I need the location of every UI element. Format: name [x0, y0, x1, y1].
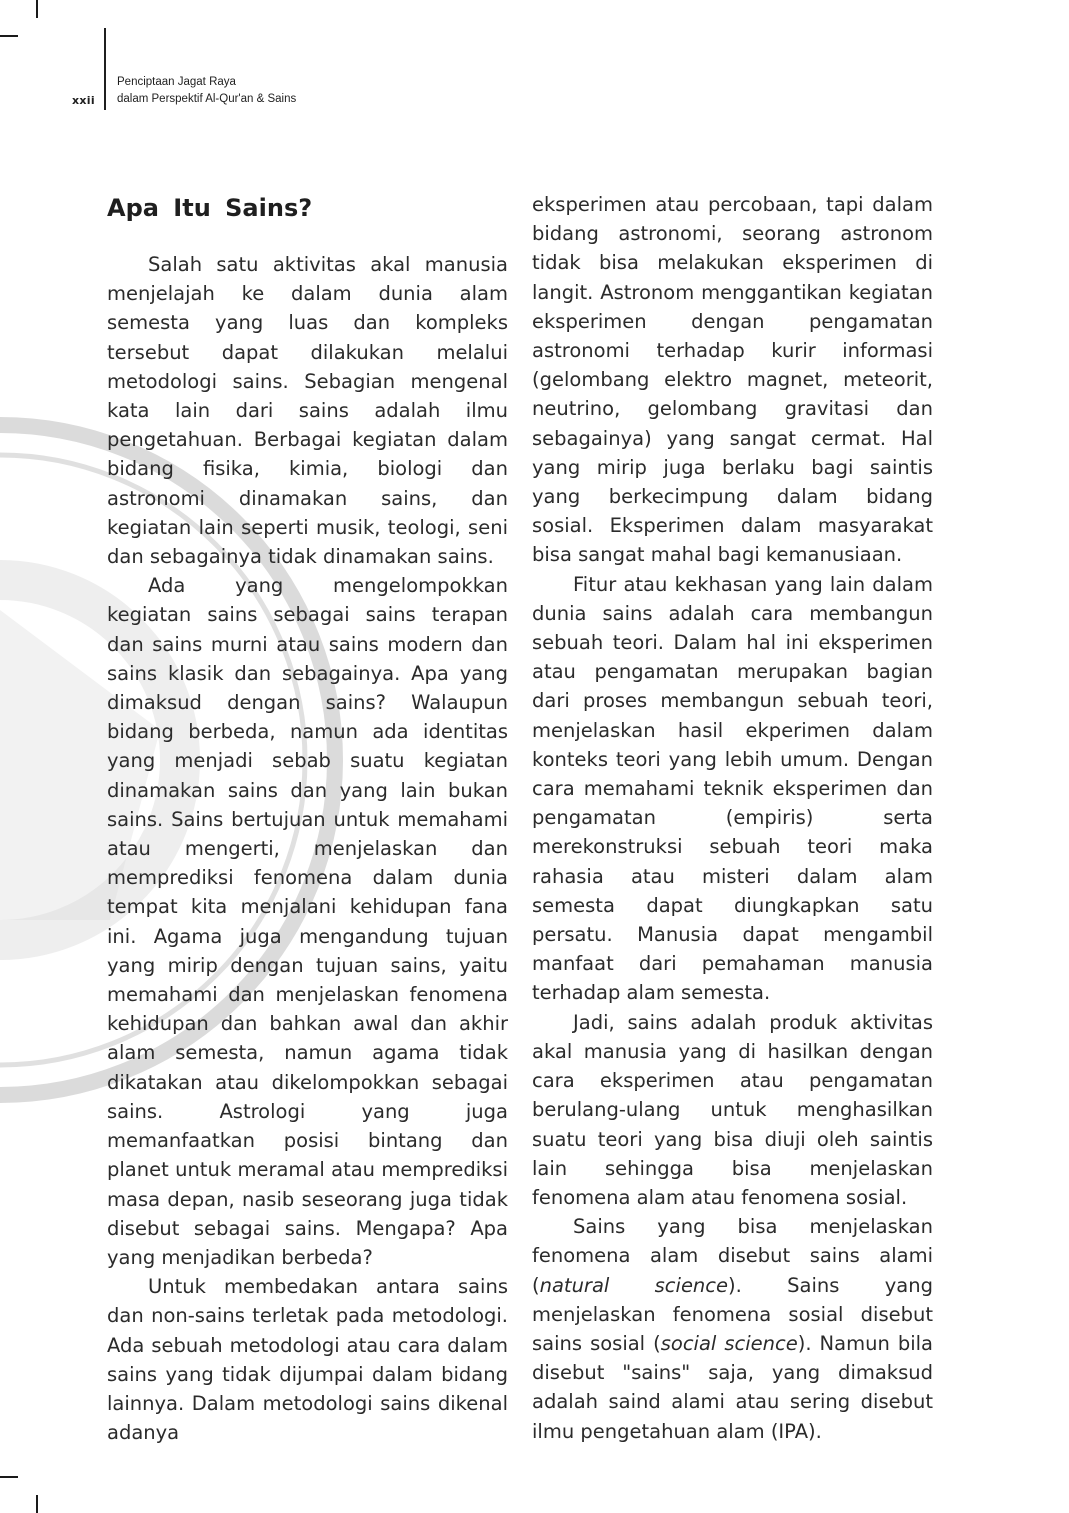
left-column [107, 250, 508, 1447]
page-number: xxii [72, 94, 95, 107]
term-natural-science: natural science [539, 1273, 729, 1297]
running-head [117, 74, 296, 108]
book-title-line-2: dalam Perspektif Al-Qur'an & Sains [117, 93, 297, 105]
paragraph: Salah satu aktivitas akal manusia menjelajah ke dalam dunia alam semesta yang luas dan kompleks tersebut dapat dilakukan melalui metodologi sains. Sebagian mengenal kata lain dari sains adalah ilmu pengetahuan. Berbagai kegiatan dalam bidang fisika, kimia, biologi dan astronomi dinamakan sains, dan kegiatan lain seperti musik, teologi, seni dan sebagainya tidak dinamakan sains. [107, 253, 508, 569]
paragraph: Fitur atau kekhasan yang lain dalam dunia sains adalah cara membangun sebuah teori. Dalam hal ini eksperimen atau pengamatan merupakan bagian dari proses membangun sebuah teori, menjelaskan hasil ekperimen dalam konteks teori yang lebih umum. Dengan cara memahami teknik eksperimen dan pengamatan (empiris) serta merekonstruksi sebuah teori maka rahasia atau misteri dalam alam semesta dapat diungkapkan satu persatu. Manusia dapat mengambil manfaat dari pemahaman manusia terhadap alam semesta. [532, 572, 933, 1005]
paragraph-text: ). Sains yang menjelaskan fenomena sosial disebut sains sosial ( [532, 1273, 933, 1355]
term-social-science: social science [660, 1331, 798, 1355]
paragraph [532, 1212, 933, 1446]
crop-mark-bottom-vertical [36, 1495, 38, 1513]
book-title-line-1: Penciptaan Jagat Raya [117, 76, 236, 88]
paragraph: Ada yang mengelompokkan kegiatan sains sebagai sains terapan dan sains murni atau sains modern dan sains klasik dan sebagainya. Apa yang dimaksud dengan sains? Walaupun bidang berbeda, namun ada identitas yang menjadi sebab suatu kegiatan dinamakan sains dan yang lain bukan sains. Sains bertujuan untuk memahami atau mengerti, menjelaskan dan memprediksi fenomena dalam dunia tempat kita menjalani kehidupan fana ini. Agama juga mengandung tujuan yang mirip dengan tujuan sains, yaitu memahami dan menjelaskan fenomena kehidupan dan bahkan awal dan akhir alam semesta, namun agama tidak dikatakan atau dikelompokkan sebagai sains. Astrologi yang juga memanfaatkan posisi bintang dan planet untuk meramal atau memprediksi masa depan, nasib seseorang juga tidak disebut sebagai sains. Mengapa? Apa yang menjadikan berbeda? [107, 574, 508, 1269]
right-column [532, 190, 933, 1446]
paragraph: Untuk membedakan antara sains dan non-sains terletak pada metodologi. Ada sebuah metodologi atau cara dalam sains yang tidak dijumpai dalam bidang lainnya. Dalam metodologi sains dikenal adanya [107, 1275, 508, 1445]
paragraph-continued: eksperimen atau percobaan, tapi dalam bidang astronomi, seorang astronom tidak bisa melakukan eksperimen di langit. Astronom menggantikan kegiatan eksperimen dengan pengamatan astronomi terhadap kurir informasi (gelombang elektro magnet, meteorit, neutrino, gelombang gravitasi dan sebagainya) yang sangat cermat. Hal yang mirip juga berlaku bagi saintis yang berkecimpung dalam bidang sosial. Eksperimen dalam masyarakat bisa sangat mahal bagi kemanusiaan. [532, 193, 933, 567]
section-title: Apa Itu Sains? [107, 194, 313, 222]
paragraph: Jadi, sains adalah produk aktivitas akal manusia yang di hasilkan dengan cara eksperimen atau pengamatan berulang-ulang untuk menghasilkan suatu teori yang bisa diuji oleh saintis lain sehingga bisa menjelaskan fenomena alam atau fenomena sosial. [532, 1010, 933, 1209]
crop-mark-bottom-horizontal [0, 1476, 18, 1478]
header-divider [104, 28, 106, 110]
paragraph-text: Sains yang bisa menjelaskan fenomena alam disebut sains alami ( [532, 1215, 933, 1297]
crop-mark-top-vertical [36, 0, 38, 18]
paragraph-text: ). Namun bila disebut "sains" saja, yang dimaksud adalah saind alami atau sering disebut ilmu pengetahuan alam (IPA). [532, 1331, 933, 1443]
crop-mark-top-horizontal [0, 35, 18, 37]
